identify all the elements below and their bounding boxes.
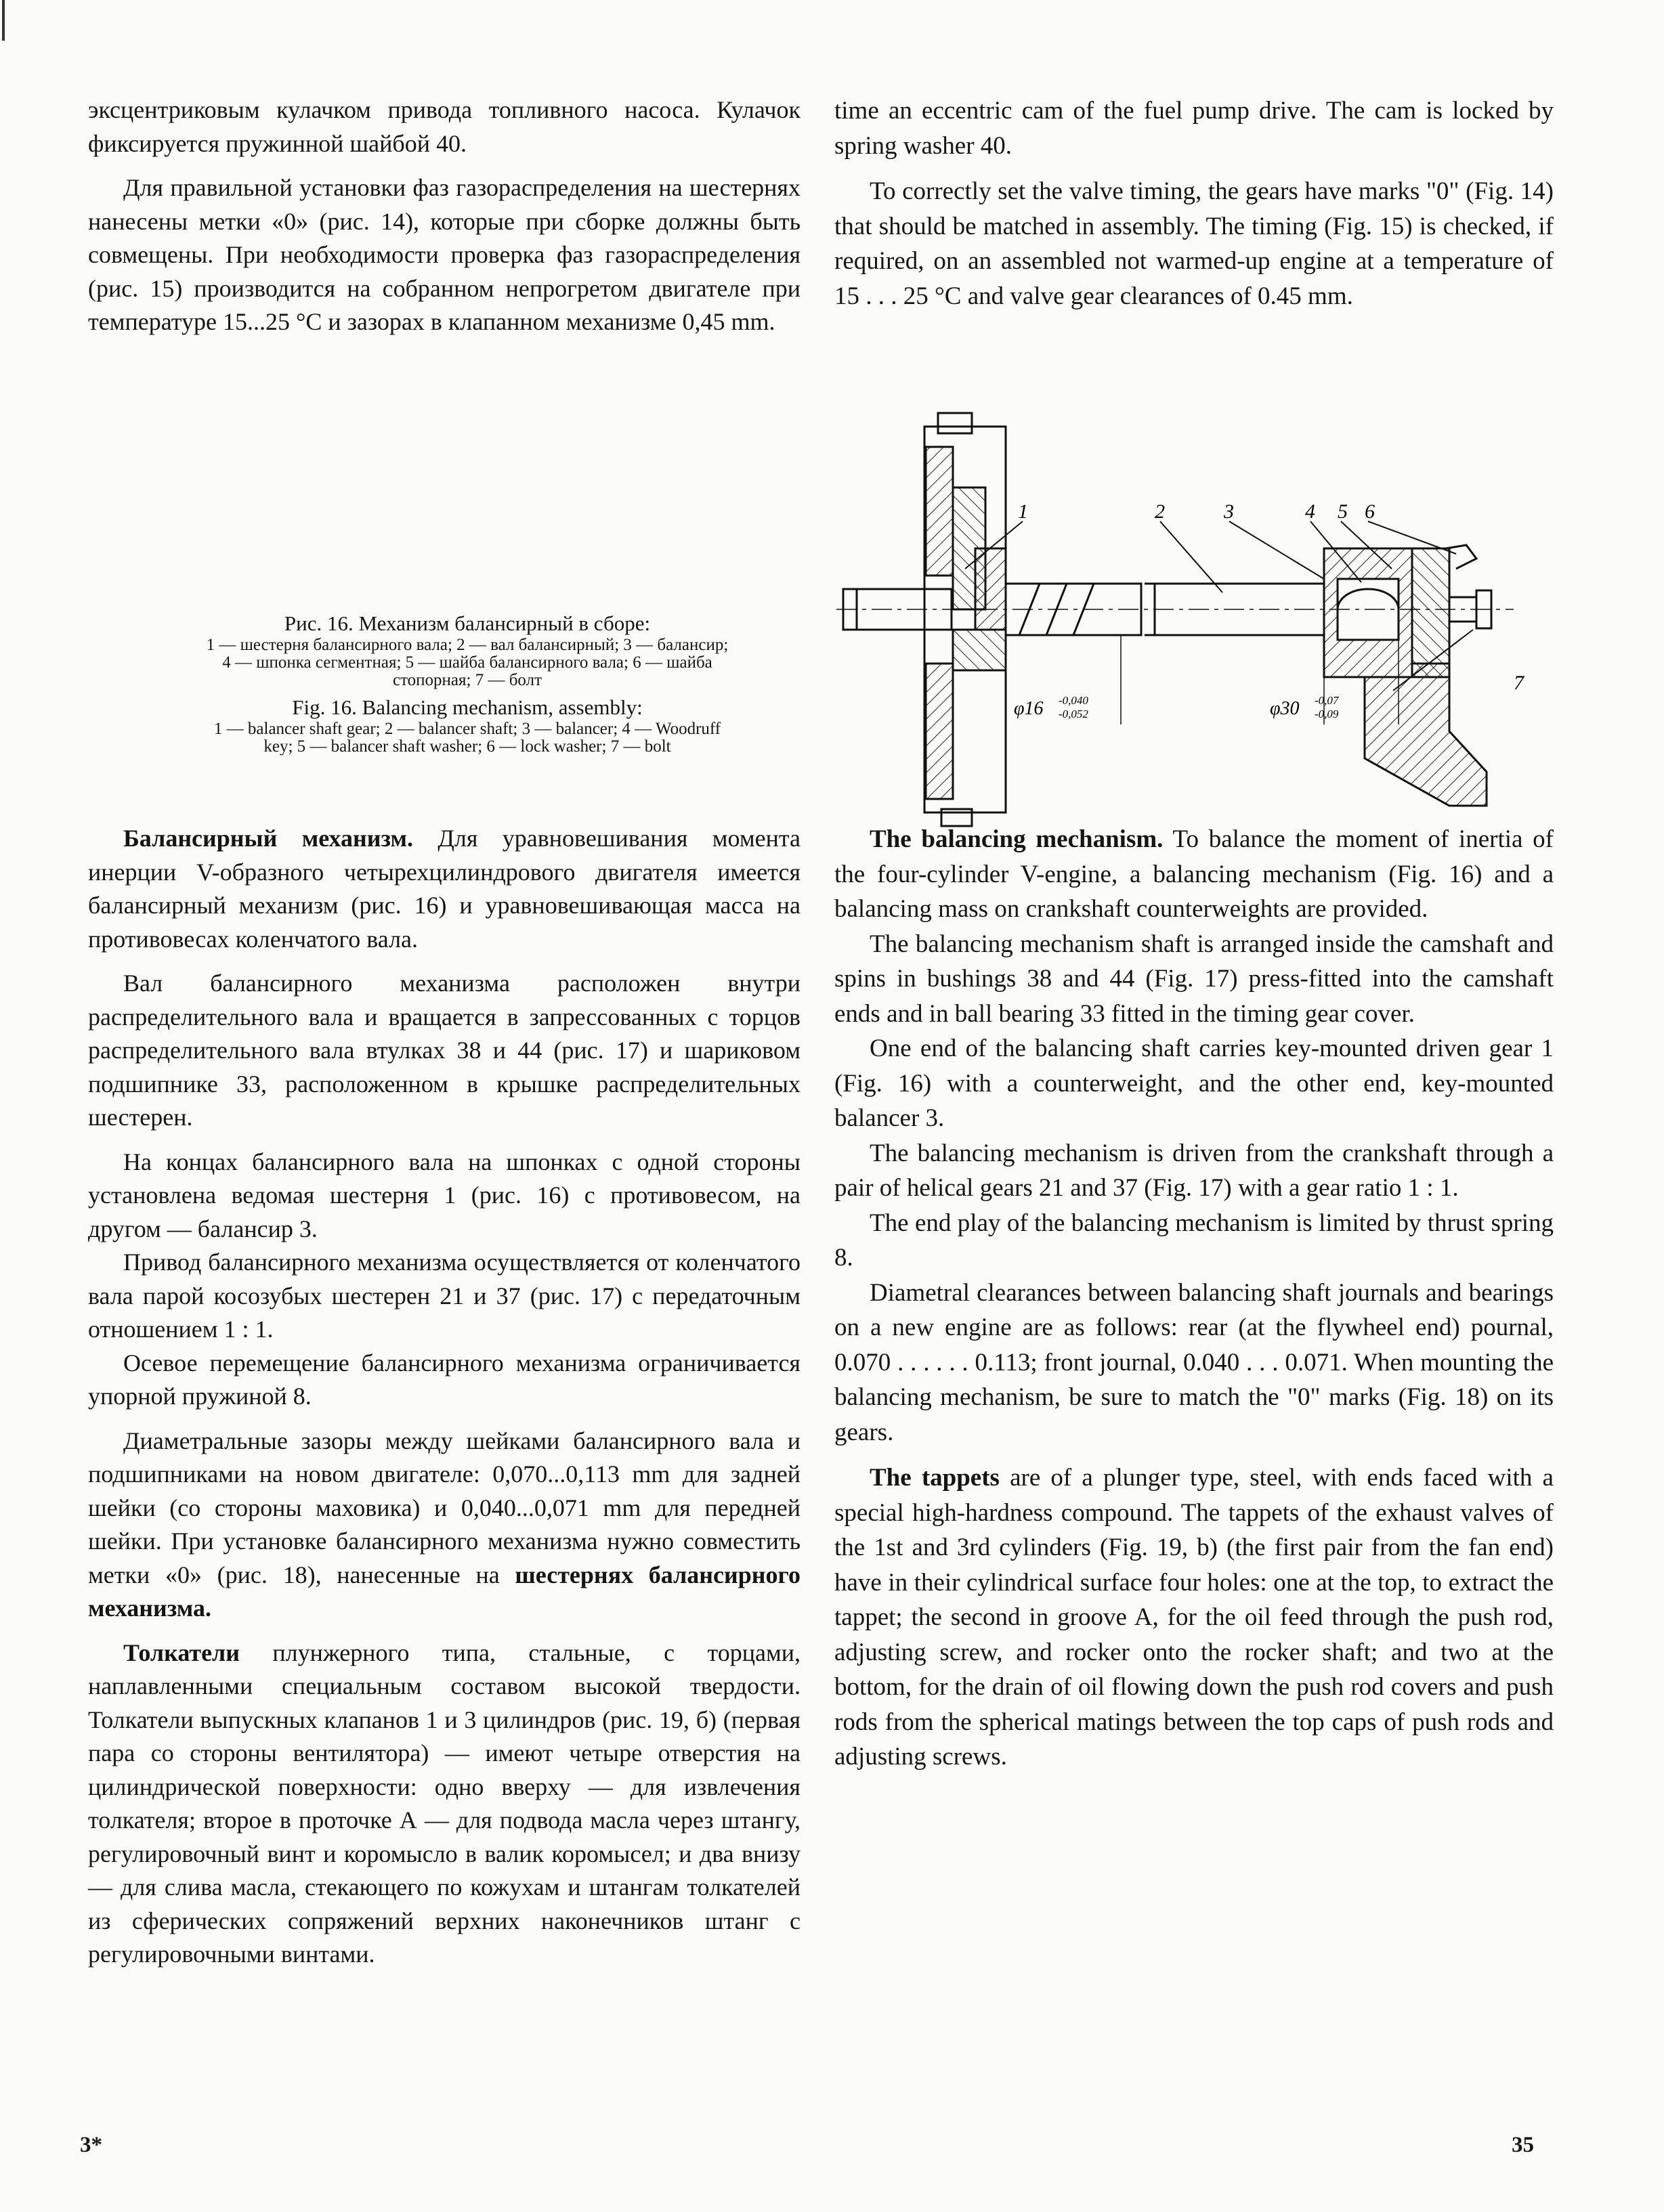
left-paragraph-3: Для уравновешивания момента инерции V-образного четырехцилиндрового двигателя имеется балансирный механизм (рис. 16) и уравновешивающая масса на противовесах коленчатого вала.	[88, 825, 801, 953]
right-paragraph-2: To correctly set the valve timing, the gears have marks "0" (Fig. 14) that should be matched in assembly. The timing (Fig. 15) is checked, if required, on an assembled not warmed-up engine at a temperature of 15 . . . 25 °C and valve gear clearances of 0.45 mm.	[834, 177, 1554, 310]
right-column-bottom	[834, 822, 1554, 1775]
page-number: 35	[1512, 2133, 1534, 2157]
gear-hub-lower	[953, 630, 1006, 670]
right-paragraph-5: One end of the balancing shaft carries key-mounted driven gear 1 (Fig. 16) with a counterweight, and the other end, key-mounted balancer 3.	[834, 1035, 1554, 1132]
dimension-phi30-tol-bot: -0,09	[1315, 708, 1339, 720]
part-label-1: 1	[1018, 500, 1028, 523]
part-label-5: 5	[1338, 500, 1348, 523]
part-label-3: 3	[1224, 500, 1234, 523]
right-paragraph-8: Diametral clearances between balancing shaft journals and bearings on a new engine are as follows: rear (at the flywheel end) pournal, 0.070 . . . . . . 0.113; front journal, 0.040 . . . 0.071. When mounting the balancing mechanism, be sure to match the "0" marks (Fig. 18) on its gears.	[834, 1278, 1554, 1446]
signature-mark: 3*	[80, 2133, 102, 2157]
left-paragraph-9: плунжерного типа, стальные, с торцами, наплавленными специальным составом высокой твердости. Толкатели выпускных клапанов 1 и 3 цилиндров (рис. 19, б) (первая пара со стороны вентилятора) — имеют четыре отверстия на цилиндрической поверхности: одно вверху — для извлечения толкателя; второе в проточке А — для подвода масла через штангу, регулировочный винт и коромысло в валик коромысел; и два внизу — для слива масла, стекающего по кожухам и штангам толкателей из сферических сопряжений верхних наконечников штанг с регулировочными винтами.	[88, 1639, 801, 1968]
left-column-bottom	[88, 822, 801, 1972]
right-paragraph-3: To balance the moment of inertia of the four-cylinder V-engine, a balancing mechanism (Fig. 16) and a balancing mass on crankshaft counterweights are provided.	[834, 825, 1554, 923]
caption-ru-items: 1 — шестерня балансирного вала; 2 — вал балансирный; 3 — балансир; 4 — шпонка сегментная; 5 — шайба балансирного вала; 6 — шайба стопорная; 7 — болт	[206, 636, 729, 689]
left-section-heading-tappets: Толкатели	[123, 1639, 240, 1666]
right-paragraph-7: The end play of the balancing mechanism is limited by thrust spring 8.	[834, 1209, 1554, 1272]
part-label-7: 7	[1514, 672, 1524, 694]
figure-caption	[203, 611, 731, 756]
caption-ru-title: Рис. 16. Механизм балансирный в сборе:	[284, 611, 651, 635]
left-paragraph-5: На концах балансирного вала на шпонках с одной стороны установлена ведомая шестерня 1 (рис. 16) с противовесом, на другом — балансир 3.	[88, 1148, 801, 1242]
right-paragraph-4: The balancing mechanism shaft is arranged inside the camshaft and spins in bushings 38 and 44 (Fig. 17) press-fitted into the camshaft ends and in ball bearing 33 fitted in the timing gear cover.	[834, 930, 1554, 1028]
right-section-heading-balancing: The balancing mechanism.	[870, 825, 1164, 853]
right-paragraph-6: The balancing mechanism is driven from the crankshaft through a pair of helical gears 21 and 37 (Fig. 17) with a gear ratio 1 : 1.	[834, 1139, 1554, 1202]
dimension-phi16-tol-top: -0,040	[1059, 694, 1088, 707]
part-label-6: 6	[1365, 500, 1375, 523]
dimension-phi16: φ16	[1014, 698, 1044, 719]
left-section-heading-balancing: Балансирный механизм.	[123, 825, 414, 852]
left-paragraph-1: эксцентриковым кулачком привода топливного насоса. Кулачок фиксируется пружинной шайбой 40.	[88, 96, 801, 157]
part-label-2: 2	[1155, 500, 1165, 523]
right-column-top	[834, 93, 1554, 313]
dimension-phi16-tol-bot: -0,052	[1059, 708, 1088, 720]
balancer-washer	[1412, 548, 1449, 677]
gear-web-upper	[926, 447, 953, 576]
figure-16-balancing-mechanism-drawing	[836, 406, 1554, 833]
left-column-top	[88, 93, 801, 339]
left-paragraph-7: Осевое перемещение балансирного механизма ограничивается упорной пружиной 8.	[88, 1349, 801, 1410]
caption-en-items: 1 — balancer shaft gear; 2 — balancer shaft; 3 — balancer; 4 — Woodruff key; 5 — balancer shaft washer; 6 — lock washer; 7 — bolt	[213, 720, 721, 756]
left-paragraph-8-tail: шестернях балансирного механизма.	[88, 1561, 801, 1622]
right-paragraph-9: are of a plunger type, steel, with ends faced with a special high-hardness compound. The tappets of the exhaust valves of the 1st and 3rd cylinders (Fig. 19, b) (the first pair from the fan end) have in their cylindrical surface four holes: one at the top, to extract the tappet; the second in groove A, for the oil feed through the push rod, adjusting screw, and rocker onto the rocker shaft; and two at the bottom, for the drain of oil flowing down the push rod covers and push rods from the spherical matings between the top caps of push rods and adjusting screws.	[834, 1464, 1554, 1771]
page-edge-mark	[2, 0, 5, 41]
part-label-4: 4	[1305, 500, 1315, 523]
gear-tooth-top	[938, 413, 972, 433]
right-section-heading-tappets: The tappets	[870, 1464, 1000, 1492]
left-paragraph-4: Вал балансирного механизма расположен внутри распределительного вала и вращается в запрессованных с торцов распределительного вала втулках 38 и 44 (рис. 17) и шариковом подшипнике 33, расположенном в крышке распределительных шестерен.	[88, 970, 801, 1131]
balancer-counterweight	[1365, 664, 1487, 806]
left-paragraph-2: Для правильной установки фаз газораспределения на шестернях нанесены метки «0» (рис. 14), которые при сборке должны быть совмещены. При необходимости проверка фаз газораспределения (рис. 15) производится на собранном непрогретом двигателе при температуре 15...25 °С и зазорах в клапанном механизме 0,45 mm.	[88, 174, 801, 335]
left-paragraph-6: Привод балансирного механизма осуществляется от коленчатого вала парой косозубых шестерен 21 и 37 (рис. 17) с передаточным отношением 1 : 1.	[88, 1249, 801, 1343]
caption-en-title: Fig. 16. Balancing mechanism, assembly:	[292, 695, 643, 719]
gear-counterweight	[975, 548, 1006, 630]
dimension-phi30: φ30	[1270, 698, 1300, 719]
dimension-phi30-tol-top: -0,07	[1315, 694, 1339, 707]
gear-web-lower	[926, 664, 953, 799]
lock-washer	[1446, 545, 1476, 569]
left-paragraph-8: Диаметральные зазоры между шейками балансирного вала и подшипниками на новом двигателе: 0,070...0,113 mm для задней шейки (со стороны маховика) и 0,040...0,071 mm для передней шейки. При установке балансирного механизма нужно совместить метки «0» (рис. 18), нанесенные на	[88, 1427, 801, 1588]
right-paragraph-1: time an eccentric cam of the fuel pump drive. The cam is locked by spring washer 40.	[834, 97, 1554, 160]
